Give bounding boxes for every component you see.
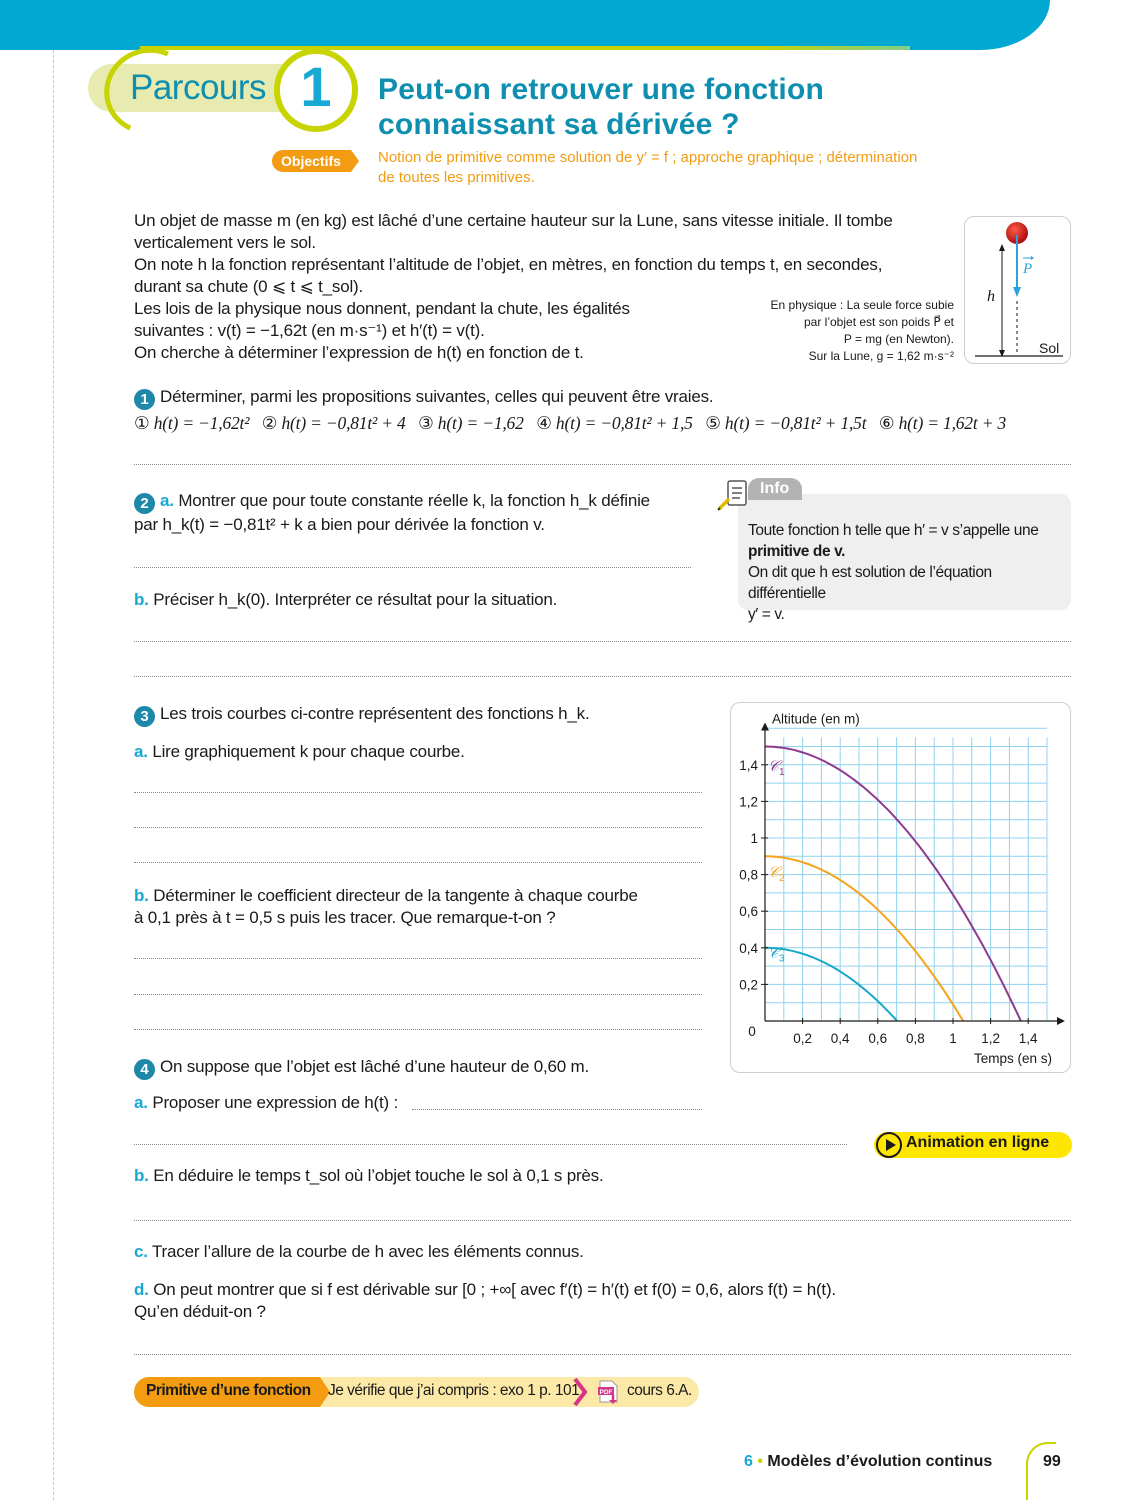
- question-3b: [134, 885, 714, 929]
- footer-arc-decoration: [1026, 1442, 1056, 1500]
- answer-line[interactable]: [134, 1354, 1071, 1355]
- play-icon[interactable]: [876, 1132, 902, 1158]
- answer-line[interactable]: [134, 641, 1071, 642]
- svg-text:0,6: 0,6: [739, 904, 758, 920]
- falling-object-svg: [965, 217, 1072, 365]
- physics-note-line-1: En physique : La seule force subie: [770, 298, 954, 312]
- chapter-separator: •: [757, 1453, 763, 1470]
- chart-axes: [761, 723, 1065, 1026]
- intro-line-5: Les lois de la physique nous donnent, pendant la chute, les égalités: [134, 299, 630, 318]
- svg-text:1,4: 1,4: [1018, 1031, 1038, 1046]
- svg-text:0,6: 0,6: [868, 1031, 888, 1046]
- answer-line[interactable]: [134, 567, 691, 568]
- svg-text:Temps (en s): Temps (en s): [973, 1051, 1052, 1066]
- info-tab-label: Info: [760, 480, 790, 497]
- question-4a: [134, 1092, 398, 1114]
- intro-line-7: On cherche à déterminer l’expression de h(t) en fonction de t.: [134, 343, 584, 362]
- answer-line[interactable]: [134, 994, 702, 995]
- question-3-number: 3: [134, 706, 155, 727]
- objectifs-line-2: de toutes les primitives.: [378, 169, 535, 186]
- svg-text:1,2: 1,2: [739, 794, 758, 810]
- question-3b-line-2: à 0,1 près à t = 0,5 s puis les tracer. Que remarque-t-on ?: [134, 908, 556, 927]
- question-4d: [134, 1279, 1074, 1323]
- force-arrow-icon: [1013, 287, 1021, 297]
- question-1-number: 1: [134, 389, 155, 410]
- question-3b-label: b.: [134, 886, 149, 905]
- svg-text:0,4: 0,4: [739, 940, 758, 956]
- chart-curves: [765, 747, 1021, 1022]
- info-line-4: y′ = v.: [748, 606, 785, 623]
- option-1: ① h(t) = −1,62t²: [134, 413, 250, 433]
- chart-grid: [765, 728, 1047, 1021]
- question-3a-text: Lire graphiquement k pour chaque courbe.: [152, 742, 465, 761]
- footer-chapter: [744, 1453, 992, 1471]
- question-3a-label: a.: [134, 742, 148, 761]
- question-3a: [134, 741, 714, 763]
- answer-line[interactable]: [134, 464, 1071, 465]
- svg-text:Altitude (en m): Altitude (en m): [772, 711, 860, 727]
- svg-text:𝒞3: 𝒞$_3$: [768, 945, 785, 965]
- question-3: [134, 703, 714, 727]
- question-2b: [134, 589, 704, 611]
- question-4-number: 4: [134, 1059, 155, 1080]
- question-4b-text: En déduire le temps t_sol où l’objet touche le sol à 0,1 s près.: [153, 1166, 604, 1185]
- info-line-1: Toute fonction h telle que h′ = v s’appelle une: [748, 522, 1039, 539]
- svg-text:1: 1: [750, 831, 758, 846]
- svg-text:1: 1: [949, 1031, 957, 1046]
- answer-line[interactable]: [412, 1109, 702, 1110]
- question-2a-label: a.: [160, 491, 174, 510]
- info-line-3: On dit que h est solution de l’équation différentielle: [748, 564, 992, 602]
- physics-note: [740, 297, 954, 365]
- ground-label: Sol: [1039, 340, 1060, 356]
- answer-line[interactable]: [134, 827, 702, 828]
- chapter-title: Modèles d’évolution continus: [767, 1453, 993, 1470]
- physics-note-line-2: par l’objet est son poids P⃗ et: [804, 315, 954, 329]
- page-cut-line: [53, 0, 54, 1500]
- svg-text:PDF: PDF: [599, 1389, 613, 1396]
- intro-line-2: verticalement vers le sol.: [134, 233, 316, 252]
- question-4d-label: d.: [134, 1280, 149, 1299]
- info-text: [748, 520, 1068, 625]
- svg-text:0,4: 0,4: [830, 1031, 850, 1046]
- question-2b-text: Préciser h_k(0). Interpréter ce résultat pour la situation.: [153, 590, 558, 609]
- intro-line-6: suivantes : v(t) = −1,62t (en m·s⁻¹) et h′(t) = v(t).: [134, 321, 485, 340]
- summary-topic: Primitive d’une fonction: [146, 1382, 311, 1399]
- answer-line[interactable]: [134, 1220, 1071, 1221]
- answer-line[interactable]: [134, 792, 702, 793]
- question-2b-label: b.: [134, 590, 149, 609]
- question-4: [134, 1056, 734, 1080]
- svg-text:𝒞1: 𝒞$_1$: [768, 758, 785, 778]
- title-line-2: connaissant sa dérivée ?: [378, 108, 740, 141]
- option-6: ⑥ h(t) = 1,62t + 3: [878, 413, 1007, 433]
- intro-line-3: On note h la fonction représentant l’altitude de l’objet, en mètres, en fonction du temps t, en secondes,: [134, 255, 883, 274]
- svg-text:0,8: 0,8: [739, 867, 758, 883]
- altitude-time-chart: [730, 702, 1071, 1073]
- question-1-options: [134, 412, 1074, 434]
- parcours-number: 1: [300, 55, 332, 118]
- info-line-2: primitive de v.: [748, 543, 846, 560]
- pdf-download-icon[interactable]: [597, 1380, 619, 1404]
- answer-line[interactable]: [134, 1029, 702, 1030]
- question-4d-line-1: On peut montrer que si f est dérivable sur [0 ; +∞[ avec f′(t) = h′(t) et f(0) = 0,6, alors f(t) = h(t).: [153, 1280, 836, 1299]
- falling-object-diagram: [964, 216, 1071, 364]
- question-4b-label: b.: [134, 1166, 149, 1185]
- answer-line[interactable]: [134, 862, 702, 863]
- answer-line[interactable]: [134, 958, 702, 959]
- animation-button-label[interactable]: Animation en ligne: [906, 1134, 1050, 1151]
- question-4a-label: a.: [134, 1093, 148, 1112]
- answer-line[interactable]: [134, 676, 1071, 677]
- page-title: [378, 72, 824, 142]
- question-2a-line-2: par h_k(t) = −0,81t² + k a bien pour dérivée la fonction v.: [134, 515, 545, 534]
- header-band: [0, 0, 1050, 50]
- question-3-intro: Les trois courbes ci-contre représentent des fonctions h_k.: [160, 704, 590, 723]
- svg-text:0,8: 0,8: [906, 1031, 925, 1046]
- question-4c: [134, 1241, 584, 1263]
- question-4c-text: Tracer l’allure de la courbe de h avec les éléments connus.: [152, 1242, 584, 1261]
- svg-text:1,4: 1,4: [739, 757, 758, 773]
- physics-note-line-4: Sur la Lune, g = 1,62 m·s⁻²: [808, 349, 954, 363]
- physics-note-line-3: P = mg (en Newton).: [843, 332, 954, 346]
- question-1: [134, 386, 1074, 434]
- question-3b-line-1: Déterminer le coefficient directeur de la tangente à chaque courbe: [153, 886, 638, 905]
- chevron-right-icon: [572, 1378, 588, 1406]
- objectifs-line-1: Notion de primitive comme solution de y′ = f ; approche graphique ; détermination: [378, 149, 918, 166]
- option-2: ② h(t) = −0,81t² + 4: [261, 413, 406, 433]
- svg-text:𝒞2: 𝒞$_2$: [768, 864, 785, 884]
- intro-line-4: durant sa chute (0 ⩽ t ⩽ t_sol).: [134, 277, 364, 296]
- option-3: ③ h(t) = −1,62: [418, 413, 524, 433]
- question-4d-line-2: Qu’en déduit-on ?: [134, 1302, 266, 1321]
- scroll-pencil-icon: [716, 478, 754, 512]
- summary-course-link[interactable]: cours 6.A.: [627, 1382, 692, 1399]
- svg-text:0,2: 0,2: [793, 1031, 812, 1046]
- objectifs-badge: Objectifs: [272, 150, 351, 172]
- summary-exercise-link[interactable]: Je vérifie que j’ai compris : exo 1 p. 101: [328, 1382, 580, 1399]
- svg-text:1,2: 1,2: [981, 1031, 1000, 1046]
- answer-line[interactable]: [134, 1144, 847, 1145]
- svg-text:0,2: 0,2: [739, 977, 758, 993]
- question-1-prompt: Déterminer, parmi les propositions suivantes, celles qui peuvent être vraies.: [160, 387, 714, 406]
- info-tab: [748, 478, 802, 500]
- chapter-number: 6: [744, 1453, 753, 1470]
- question-4b: [134, 1165, 604, 1187]
- intro-line-1: Un objet de masse m (en kg) est lâché d’une certaine hauteur sur la Lune, sans vitesse initiale. Il tombe: [134, 211, 893, 230]
- option-5: ⑤ h(t) = −0,81t² + 1,5t: [705, 413, 867, 433]
- question-2a-line-1: Montrer que pour toute constante réelle k, la fonction h_k définie: [178, 491, 650, 510]
- question-2: [134, 490, 704, 536]
- header-accent-line: [140, 46, 910, 50]
- title-line-1: Peut-on retrouver une fonction: [378, 73, 825, 106]
- objectifs-text: [378, 148, 978, 188]
- force-label: P: [1023, 261, 1033, 277]
- question-4-intro: On suppose que l’objet est lâché d’une hauteur de 0,60 m.: [160, 1057, 590, 1076]
- question-4c-label: c.: [134, 1242, 148, 1261]
- question-2-number: 2: [134, 493, 155, 514]
- page-number: 99: [1043, 1453, 1061, 1470]
- question-4a-text: Proposer une expression de h(t) :: [152, 1093, 399, 1112]
- option-4: ④ h(t) = −0,81t² + 1,5: [536, 413, 693, 433]
- parcours-label: Parcours: [130, 68, 267, 107]
- svg-text:0: 0: [748, 1024, 756, 1039]
- height-label: h: [987, 288, 995, 305]
